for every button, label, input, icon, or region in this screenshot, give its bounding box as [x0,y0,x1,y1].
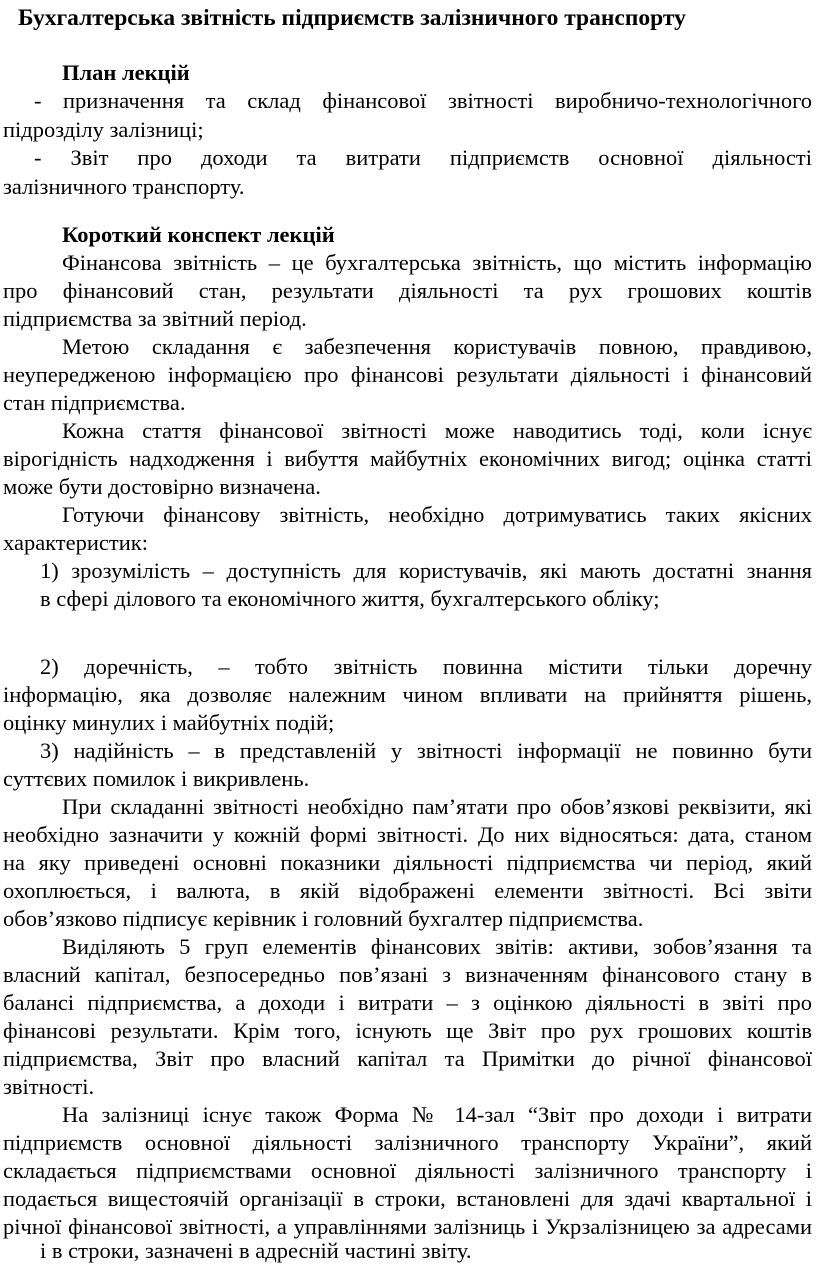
plan-item-2-line-2: залізничного транспорту. [3,174,245,199]
plan-heading: План лекцій [62,60,190,85]
summary-line: стан підприємства. [3,390,186,415]
summary-line: складається підприємствами основної діяльності залізничного транспорту і [3,1158,812,1183]
summary-line: неупередженою інформацією про фінансові результати діяльності і фінансовий [3,362,812,387]
summary-line: необхідно зазначити у кожній формі звітності. До них відносяться: дата, станом [3,822,812,847]
summary-line: звітності. [3,1074,95,1099]
summary-line: підприємства за звітний період. [3,306,307,331]
summary-line: оцінку минулих і майбутніх подій; [3,710,335,735]
summary-line: власний капітал, безпосередньо пов’язані з визначенням фінансового стану в [3,962,812,987]
summary-line: про фінансовий стан, результати діяльності та рух грошових коштів [3,278,812,303]
summary-line: На залізниці існує також Форма № 14-зал “Звіт про доходи і витрати [62,1102,812,1127]
summary-heading: Короткий конспект лекцій [62,222,335,247]
summary-line: інформацію, яка дозволяє належним чином впливати на прийняття рішень, [3,682,812,707]
summary-line: вірогідність надходження і вибуття майбутніх економічних вигод; оцінка статті [3,446,812,471]
summary-line: суттєвих помилок і викривлень. [3,766,310,791]
plan-item-1-line-1: - призначення та склад фінансової звітності виробничо-технологічного [34,88,812,113]
summary-line: Фінансова звітність – це бухгалтерська звітність, що містить інформацію [62,250,812,275]
summary-line: подається вищестоячій організації в строки, встановлені для здачі квартальної і [3,1186,812,1211]
summary-line: При складанні звітності необхідно пам’ятати про обов’язкові реквізити, які [62,794,812,819]
summary-line: Кожна стаття фінансової звітності може наводитись тоді, коли існує [62,418,812,443]
summary-line: Готуючи фінансову звітність, необхідно дотримуватись таких якісних [62,502,812,527]
summary-line: обов’язково підписує керівник і головний бухгалтер підприємства. [3,906,644,931]
summary-line: 2) доречність, – тобто звітність повинна містити тільки доречну [40,654,812,679]
summary-line: охоплюється, і валюта, в якій відображені елементи звітності. Всі звіти [3,878,812,903]
summary-line: Виділяють 5 груп елементів фінансових звітів: активи, зобов’язання та [62,934,812,959]
summary-line: і в строки, зазначені в адресній частині звіту. [40,1238,472,1263]
summary-line: підприємства, Звіт про власний капітал та Примітки до річної фінансової [3,1046,812,1071]
summary-line: на яку приведені основні показники діяльності підприємства чи період, який [3,850,812,875]
summary-line: річної фінансової звітності, а управліннями залізниць і Укрзалізницею за адресами [3,1214,812,1239]
summary-line: 1) зрозумілість – доступність для користувачів, які мають достатні знання [40,558,812,583]
summary-line: в сфері ділового та економічного життя, бухгалтерського обліку; [40,586,660,611]
summary-line: фінансові результати. Крім того, існують ще Звіт про рух грошових коштів [3,1018,812,1043]
document-title: Бухгалтерська звітність підприємств залізничного транспорту [18,5,686,31]
plan-item-1-line-2: підрозділу залізниці; [3,117,204,142]
summary-line: балансі підприємства, а доходи і витрати – з оцінкою діяльності в звіті про [3,990,812,1015]
summary-line: характеристик: [3,530,148,555]
summary-line: підприємств основної діяльності залізничного транспорту України”, який [3,1130,812,1155]
summary-line: 3) надійність – в представленій у звітності інформації не повинно бути [40,738,812,763]
summary-line: Метою складання є забезпечення користувачів повною, правдивою, [62,334,812,359]
summary-line: може бути достовірно визначена. [3,474,321,499]
plan-item-2-line-1: - Звіт про доходи та витрати підприємств основної діяльності [34,145,812,170]
